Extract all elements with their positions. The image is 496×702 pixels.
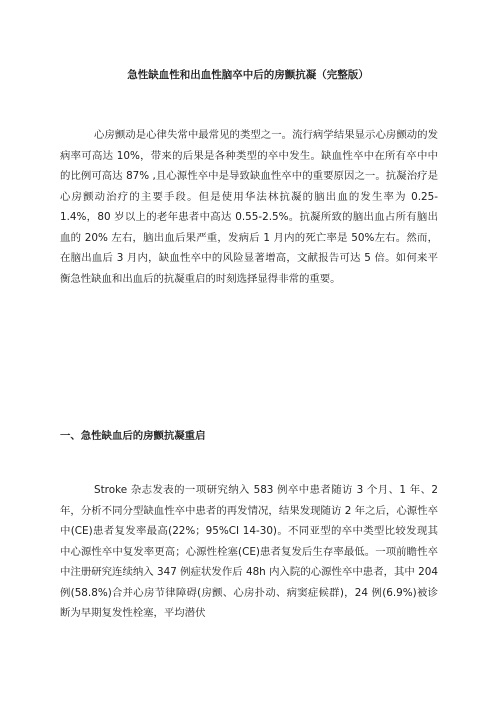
section-paragraph: Stroke 杂志发表的一项研究纳入 583 例卒中患者随访 3 个月、1 年、2 年，分析不同分型缺血性卒中患者的再发情况，结果发现随访 2 年之后，心源性卒中(CE)患者复发率最高(22%；95%CI 14-30)。不同亚型的卒中类型比较发现其中心源性卒中复发率更高；心源性栓塞(CE)患者复发后生存率最低。一项前瞻性卒中注册研究连续纳入 347 例症状发作后 48h 内入院的心源性卒中患者，其中 204 例(58.8%)合并心房节律障碍(房颤、心房扑动、病窦症候群)，24 例(6.9%)被诊断为早期复发性栓塞，平均潜伏 — [60, 484, 438, 619]
intro-paragraph: 心房颤动是心律失常中最常见的类型之一。流行病学结果显示心房颤动的发病率可高达 10%，带来的后果是各种类型的卒中发生。缺血性卒中在所有卒中中的比例可高达 87% ,且心源性卒中是导致缺血性卒中的重要原因之一。抗凝治疗是心房颤动治疗的主要手段。但是使用华法林抗凝的脑出血的发生率为 0.25-1.4%，80 岁以上的老年患者中高达 0.55-2.5%。抗凝所致的脑出血占所有脑出血的 20% 左右，脑出血后果严重，发病后 1 月内的死亡率是 50%左右。然而，在脑出血后 3 月内，缺血性卒中的风险显著增高，文献报告可达 5 倍。如何来平衡急性缺血和出血后的抗凝重启的时刻选择显得非常的重要。 — [60, 129, 438, 285]
document-title: 急性缺血性和出血性脑卒中后的房颤抗凝（完整版） — [127, 69, 369, 81]
section-heading: 一、急性缺血后的房颤抗凝重启 — [60, 430, 206, 442]
